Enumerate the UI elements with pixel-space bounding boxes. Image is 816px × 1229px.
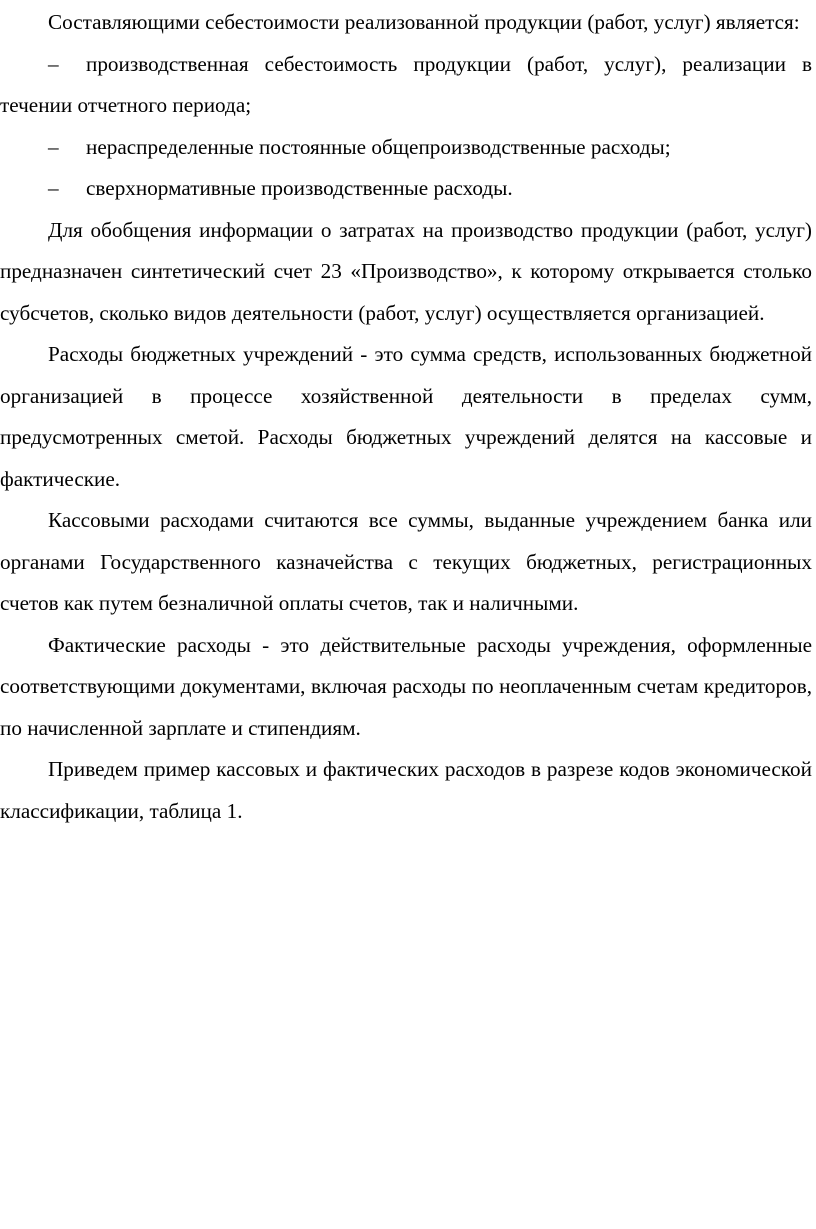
body-paragraph: Приведем пример кассовых и фактических расходов в разрезе кодов экономической классификации, таблица 1.	[0, 757, 812, 823]
bullet-dash: –	[48, 134, 59, 159]
bullet-dash: –	[48, 176, 59, 200]
bullet-dash: –	[48, 51, 59, 76]
bullet-text: производственная себестоимость продукции (работ, услуг), реализации в течении отчетного периода;	[0, 51, 812, 117]
body-paragraph: Для обобщения информации о затратах на производство продукции (работ, услуг) предназначен синтетический счет 23 «Производство», к которому открывается столько субсчетов, сколько видов деятельности (работ, услуг) осуществляется организацией.	[0, 217, 812, 325]
bullet-text: нераспределенные постоянные общепроизводственные расходы;	[86, 134, 671, 159]
bullet-item	[0, 127, 816, 169]
body-paragraph: Фактические расходы - это действительные расходы учреждения, оформленные соответствующими документами, включая расходы по неоплаченным счетам кредиторов, по начисленной зарплате и стипендиям.	[0, 632, 812, 740]
intro-paragraph: Составляющими себестоимости реализованной продукции (работ, услуг) является:	[48, 10, 800, 34]
bullet-item	[0, 168, 816, 210]
bullet-item	[0, 44, 816, 127]
bullet-text: сверхнормативные производственные расходы.	[86, 176, 513, 200]
body-paragraph: Кассовыми расходами считаются все суммы, выданные учреждением банка или органами Государственного казначейства с текущих бюджетных, регистрационных счетов как путем безналичной оплаты счетов, так и наличными.	[0, 508, 812, 615]
body-paragraph: Расходы бюджетных учреждений - это сумма средств, использованных бюджетной организацией в процессе хозяйственной деятельности в пределах сумм, предусмотренных сметой. Расходы бюджетных учреждений делятся на кассовые и фактические.	[0, 342, 812, 491]
